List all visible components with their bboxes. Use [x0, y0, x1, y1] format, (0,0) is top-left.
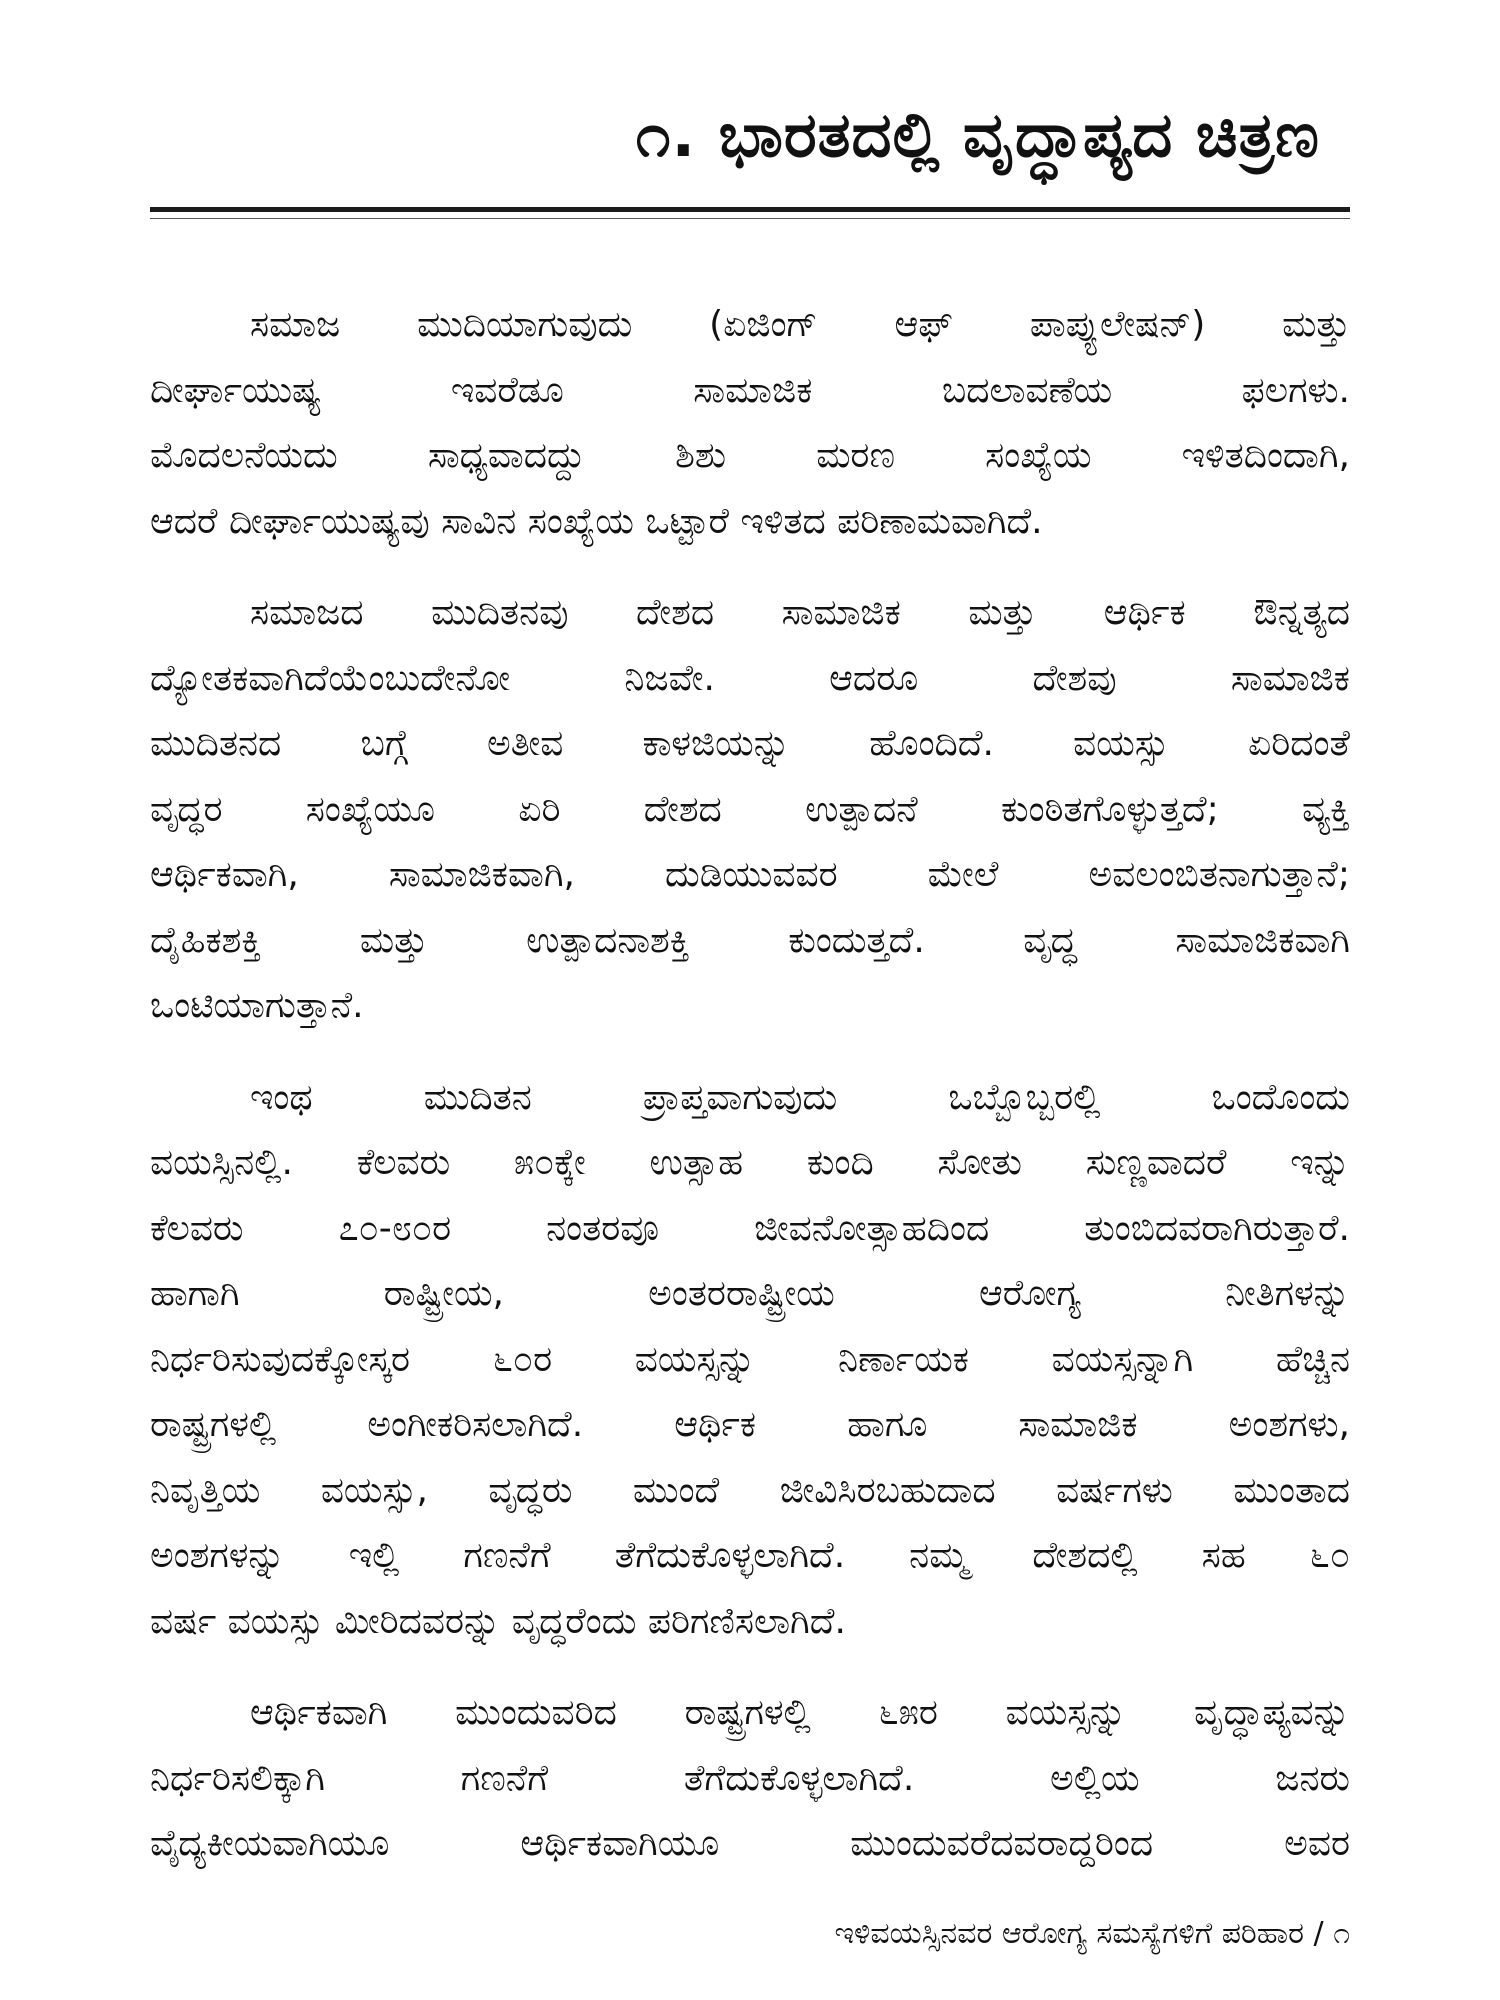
text-line: ಹಾಗಾಗಿ ರಾಷ್ಟ್ರೀಯ, ಅಂತರರಾಷ್ಟ್ರೀಯ ಆರೋಗ್ಯ ನೀತಿಗಳನ್ನು [150, 1273, 1350, 1314]
text-line: ವರ್ಷ ವಯಸ್ಸು ಮೀರಿದವರನ್ನು ವೃದ್ಧರೆಂದು ಪರಿಗಣಿಸಲಾಗಿದೆ. [150, 1600, 846, 1642]
text-line: ಆದರೆ ದೀರ್ಘಾಯುಷ್ಯವು ಸಾವಿನ ಸಂಖ್ಯೆಯ ಒಟ್ಟಾರೆ ಇಳಿತದ ಪರಿಣಾಮವಾಗಿದೆ. [150, 500, 1043, 542]
text-line: ಒಂಟಿಯಾಗುತ್ತಾನೆ. [150, 985, 364, 1026]
text-line: ನಿರ್ಧರಿಸಲಿಕ್ಕಾಗಿ ಗಣನೆಗೆ ತೆಗೆದುಕೊಳ್ಳಲಾಗಿದೆ. ಅಲ್ಲಿಯ ಜನರು [150, 1757, 1350, 1799]
text-line: ಆರ್ಥಿಕವಾಗಿ ಮುಂದುವರಿದ ರಾಷ್ಟ್ರಗಳಲ್ಲಿ ೬೫ರ ವಯಸ್ಸನ್ನು ವೃದ್ಧಾಪ್ಯವನ್ನು [250, 1692, 1350, 1733]
text-line: ದೈಹಿಕಶಕ್ತಿ ಮತ್ತು ಉತ್ಪಾದನಾಶಕ್ತಿ ಕುಂದುತ್ತದೆ. ವೃದ್ಧ ಸಾಮಾಜಿಕವಾಗಿ [150, 919, 1350, 961]
text-line: ದೀರ್ಘಾಯುಷ್ಯ ಇವರೆಡೂ ಸಾಮಾಜಿಕ ಬದಲಾವಣೆಯ ಫಲಗಳು. [150, 369, 1350, 411]
title-underline-thick [150, 207, 1350, 212]
text-line: ವಯಸ್ಸಿನಲ್ಲಿ. ಕೆಲವರು ೫೦ಕ್ಕೇ ಉತ್ಸಾಹ ಕುಂದಿ ಸೋತು ಸುಣ್ಣವಾದರೆ ಇನ್ನು [150, 1142, 1350, 1183]
text-line: ನಿವೃತ್ತಿಯ ವಯಸ್ಸು, ವೃದ್ಧರು ಮುಂದೆ ಜೀವಿಸಿರಬಹುದಾದ ವರ್ಷಗಳು ಮುಂತಾದ [150, 1469, 1350, 1511]
body-text [150, 292, 1350, 1903]
text-line: ದ್ಯೋತಕವಾಗಿದೆಯೆಂಬುದೇನೋ ನಿಜವೇ. ಆದರೂ ದೇಶವು ಸಾಮಾಜಿಕ [150, 657, 1350, 699]
chapter-title: ೧. ಭಾರತದಲ್ಲಿ ವೃದ್ಧಾಪ್ಯದ ಚಿತ್ರಣ [635, 98, 1320, 171]
page-footer: ಇಳಿವಯಸ್ಸಿನವರ ಆರೋಗ್ಯ ಸಮಸ್ಯೆಗಳಿಗೆ ಪರಿಹಾರ / ೧ [834, 1916, 1350, 1951]
text-line: ಮುದಿತನದ ಬಗ್ಗೆ ಅತೀವ ಕಾಳಜಿಯನ್ನು ಹೊಂದಿದೆ. ವಯಸ್ಸು ಏರಿದಂತೆ [150, 723, 1350, 764]
text-line: ಸಮಾಜದ ಮುದಿತನವು ದೇಶದ ಸಾಮಾಜಿಕ ಮತ್ತು ಆರ್ಥಿಕ ಔನ್ನತ್ಯದ [250, 592, 1350, 633]
paragraph-1 [150, 292, 1350, 554]
text-line: ಸಮಾಜ ಮುದಿಯಾಗುವುದು (ಏಜಿಂಗ್ ಆಫ್ ಪಾಪ್ಯುಲೇಷನ್) ಮತ್ತು [250, 304, 1350, 345]
title-underline-thin [150, 218, 1350, 219]
text-line: ಕೆಲವರು ೭೦-೮೦ರ ನಂತರವೂ ಜೀವನೋತ್ಸಾಹದಿಂದ ತುಂಬಿದವರಾಗಿರುತ್ತಾರೆ. [150, 1207, 1350, 1249]
text-line: ವೃದ್ಧರ ಸಂಖ್ಯೆಯೂ ಏರಿ ದೇಶದ ಉತ್ಪಾದನೆ ಕುಂಠಿತಗೊಳ್ಳುತ್ತದೆ; ವ್ಯಕ್ತಿ [150, 788, 1350, 830]
paragraph-3 [150, 1065, 1350, 1655]
paragraph-4 [150, 1680, 1350, 1877]
paragraph-2 [150, 580, 1350, 1039]
text-line: ಅಂಶಗಳನ್ನು ಇಲ್ಲಿ ಗಣನೆಗೆ ತೆಗೆದುಕೊಳ್ಳಲಾಗಿದೆ. ನಮ್ಮ ದೇಶದಲ್ಲಿ ಸಹ ೬೦ [150, 1535, 1350, 1576]
text-line: ರಾಷ್ಟ್ರಗಳಲ್ಲಿ ಅಂಗೀಕರಿಸಲಾಗಿದೆ. ಆರ್ಥಿಕ ಹಾಗೂ ಸಾಮಾಜಿಕ ಅಂಶಗಳು, [150, 1404, 1350, 1445]
text-line: ಮೊದಲನೆಯದು ಸಾಧ್ಯವಾದದ್ದು ಶಿಶು ಮರಣ ಸಂಖ್ಯೆಯ ಇಳಿತದಿಂದಾಗಿ, [150, 435, 1350, 476]
text-line: ಆರ್ಥಿಕವಾಗಿ, ಸಾಮಾಜಿಕವಾಗಿ, ದುಡಿಯುವವರ ಮೇಲೆ ಅವಲಂಬಿತನಾಗುತ್ತಾನೆ; [150, 854, 1350, 895]
text-line: ವೈದ್ಯಕೀಯವಾಗಿಯೂ ಆರ್ಥಿಕವಾಗಿಯೂ ಮುಂದುವರೆದವರಾದ್ದರಿಂದ ಅವರ [150, 1823, 1350, 1864]
text-line: ನಿರ್ಧರಿಸುವುದಕ್ಕೋಸ್ಕರ ೬೦ರ ವಯಸ್ಸನ್ನು ನಿರ್ಣಾಯಕ ವಯಸ್ಸನ್ನಾಗಿ ಹೆಚ್ಚಿನ [150, 1338, 1350, 1380]
text-line: ಇಂಥ ಮುದಿತನ ಪ್ರಾಪ್ತವಾಗುವುದು ಒಬ್ಬೊಬ್ಬರಲ್ಲಿ ಒಂದೊಂದು [250, 1076, 1350, 1118]
